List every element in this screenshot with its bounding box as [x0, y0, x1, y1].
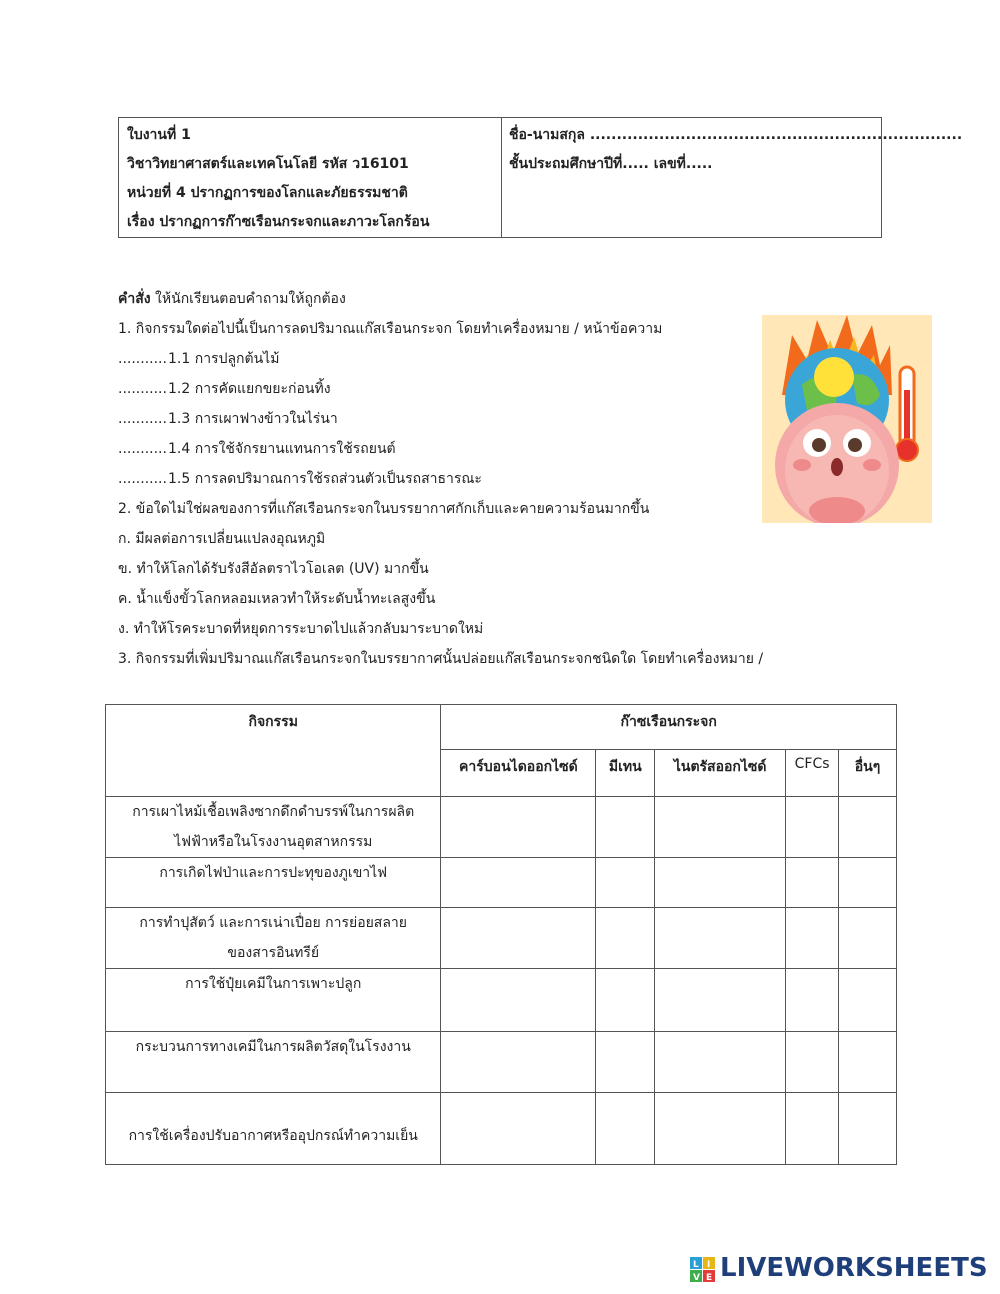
answer-cell[interactable] [786, 797, 839, 858]
answer-cell[interactable] [786, 858, 839, 908]
liveworksheets-logo [690, 1253, 990, 1287]
answer-cell[interactable] [655, 858, 786, 908]
activity-header: กิจกรรม [106, 705, 441, 797]
question-1: 1. กิจกรรมใดต่อไปนี้เป็นการลดปริมาณแก๊สเรือนกระจก โดยทำเครื่องหมาย / หน้าข้อความ [118, 321, 663, 337]
q1-item [118, 378, 331, 400]
answer-cell[interactable] [839, 908, 897, 969]
answer-cell[interactable] [786, 908, 839, 969]
q1-item-text: 1.2 การคัดแยกขยะก่อนทิ้ง [168, 381, 331, 397]
table-row [106, 858, 897, 908]
activity-text: การทำปุสัตว์ และการเน่าเปื่อย การย่อยสลาย [139, 915, 407, 931]
gas-column-co2: คาร์บอนไดออกไซด์ [441, 750, 596, 797]
instruction-text: ให้นักเรียนตอบคำถามให้ถูกต้อง [150, 291, 346, 307]
answer-cell[interactable] [655, 797, 786, 858]
gas-column-cfcs: CFCs [786, 750, 839, 797]
gas-column-methane: มีเทน [596, 750, 655, 797]
activity-cell [106, 797, 441, 858]
instruction-label: คำสั่ง [118, 291, 151, 307]
unit-line: หน่วยที่ 4 ปรากฏการของโลกและภัยธรรมชาติ [127, 185, 408, 201]
logo-letter: E [706, 1273, 713, 1283]
hot-earth-icon [762, 315, 932, 523]
q1-item [118, 408, 338, 430]
activity-text: ไฟฟ้าหรือในโรงงานอุตสาหกรรม [174, 834, 373, 850]
q2-option-b[interactable]: ข. ทำให้โลกได้รับรังสีอัลตราไวโอเลต (UV) มากขึ้น [118, 561, 429, 577]
answer-cell[interactable] [596, 908, 655, 969]
q1-item-text: 1.3 การเผาฟางข้าวในไร่นา [168, 411, 338, 427]
activity-cell [106, 908, 441, 969]
q2-option-c[interactable]: ค. น้ำแข็งขั้วโลกหลอมเหลวทำให้ระดับน้ำทะเลสูงขึ้น [118, 591, 436, 607]
answer-cell[interactable] [839, 969, 897, 1032]
answer-cell[interactable] [441, 797, 596, 858]
q1-item-text: 1.1 การปลูกต้นไม้ [168, 351, 280, 367]
answer-cell[interactable] [596, 969, 655, 1032]
subject-line: วิชาวิทยาศาสตร์และเทคโนโลยี รหัส ว16101 [127, 156, 409, 172]
activity-text: การเกิดไฟป่าและการปะทุของภูเขาไฟ [159, 865, 388, 881]
activity-text: การเผาไหม้เชื้อเพลิงซากดึกดำบรรพ์ในการผลิต [132, 804, 415, 820]
answer-cell[interactable] [839, 1032, 897, 1093]
activity-cell [106, 858, 441, 908]
logo-letter: I [707, 1260, 711, 1270]
q1-item [118, 348, 279, 370]
question-2: 2. ข้อใดไม่ใช่ผลของการที่แก๊สเรือนกระจกในบรรยากาศกักเก็บและคายความร้อนมากขึ้น [118, 501, 650, 517]
activity-text: การใช้เครื่องปรับอากาศหรืออุปกรณ์ทำความเย็น [128, 1127, 418, 1144]
gas-header: ก๊าซเรือนกระจก [441, 705, 897, 750]
grade-number-field[interactable]: ชั้นประถมศึกษาปีที่..... เลขที่..... [509, 156, 713, 172]
answer-cell[interactable] [786, 1093, 839, 1165]
answer-blank[interactable]: ........... [118, 471, 167, 487]
q1-item-text: 1.5 การลดปริมาณการใช้รถส่วนตัวเป็นรถสาธารณะ [168, 471, 482, 487]
question-3: 3. กิจกรรมที่เพิ่มปริมาณแก๊สเรือนกระจกในบรรยากาศนั้นปล่อยแก๊สเรือนกระจกชนิดใด โดยทำเครื่องหมาย / [118, 651, 764, 667]
q1-item [118, 468, 482, 490]
gas-column-n2o: ไนตรัสออกไซด์ [655, 750, 786, 797]
activity-text: กระบวนการทางเคมีในการผลิตวัสดุในโรงงาน [135, 1039, 411, 1055]
global-warming-illustration [762, 315, 932, 523]
answer-cell[interactable] [596, 858, 655, 908]
activity-text: ของสารอินทรีย์ [227, 945, 320, 961]
activity-cell [106, 969, 441, 1032]
answer-cell[interactable] [441, 1032, 596, 1093]
answer-cell[interactable] [655, 1032, 786, 1093]
gas-column-other: อื่นๆ [839, 750, 897, 797]
table-row [106, 969, 897, 1032]
answer-cell[interactable] [596, 797, 655, 858]
answer-cell[interactable] [786, 969, 839, 1032]
answer-cell[interactable] [441, 969, 596, 1032]
q1-item-text: 1.4 การใช้จักรยานแทนการใช้รถยนต์ [168, 441, 396, 457]
table-row [106, 908, 897, 969]
answer-cell[interactable] [596, 1032, 655, 1093]
table-row [106, 797, 897, 858]
answer-cell[interactable] [786, 1032, 839, 1093]
logo-letter: L [693, 1260, 699, 1270]
greenhouse-gas-table [105, 704, 897, 1165]
activity-cell [106, 1093, 441, 1165]
q1-item [118, 438, 396, 460]
answer-cell[interactable] [441, 908, 596, 969]
answer-cell[interactable] [839, 1093, 897, 1165]
student-name-field[interactable]: ชื่อ-นามสกุล ...................................................................... [509, 127, 963, 143]
logo-letter: V [693, 1273, 700, 1283]
table-row [106, 1093, 897, 1165]
answer-cell[interactable] [441, 1093, 596, 1165]
answer-cell[interactable] [655, 1093, 786, 1165]
answer-cell[interactable] [441, 858, 596, 908]
liveworksheets-logo-icon [690, 1257, 716, 1283]
answer-blank[interactable]: ........... [118, 381, 167, 397]
instruction [118, 288, 346, 310]
q2-option-a[interactable]: ก. มีผลต่อการเปลี่ยนแปลงอุณหภูมิ [118, 531, 326, 547]
answer-cell[interactable] [839, 858, 897, 908]
table-row [106, 1032, 897, 1093]
answer-cell[interactable] [596, 1093, 655, 1165]
topic-line: เรื่อง ปรากฏการก๊าซเรือนกระจกและภาวะโลกร้อน [127, 214, 430, 230]
header-divider [501, 118, 502, 237]
worksheet-header [118, 117, 963, 238]
answer-cell[interactable] [839, 797, 897, 858]
q2-option-d[interactable]: ง. ทำให้โรคระบาดที่หยุดการระบาดไปแล้วกลับมาระบาดใหม่ [118, 621, 484, 637]
answer-blank[interactable]: ........... [118, 351, 167, 367]
activity-cell [106, 1032, 441, 1093]
activity-text: การใช้ปุ๋ยเคมีในการเพาะปลูก [185, 976, 362, 992]
liveworksheets-wordmark: LIVEWORKSHEETS [720, 1253, 988, 1283]
answer-blank[interactable]: ........... [118, 411, 167, 427]
answer-cell[interactable] [655, 908, 786, 969]
answer-blank[interactable]: ........... [118, 441, 167, 457]
worksheet-number: ใบงานที่ 1 [127, 127, 191, 143]
answer-cell[interactable] [655, 969, 786, 1032]
